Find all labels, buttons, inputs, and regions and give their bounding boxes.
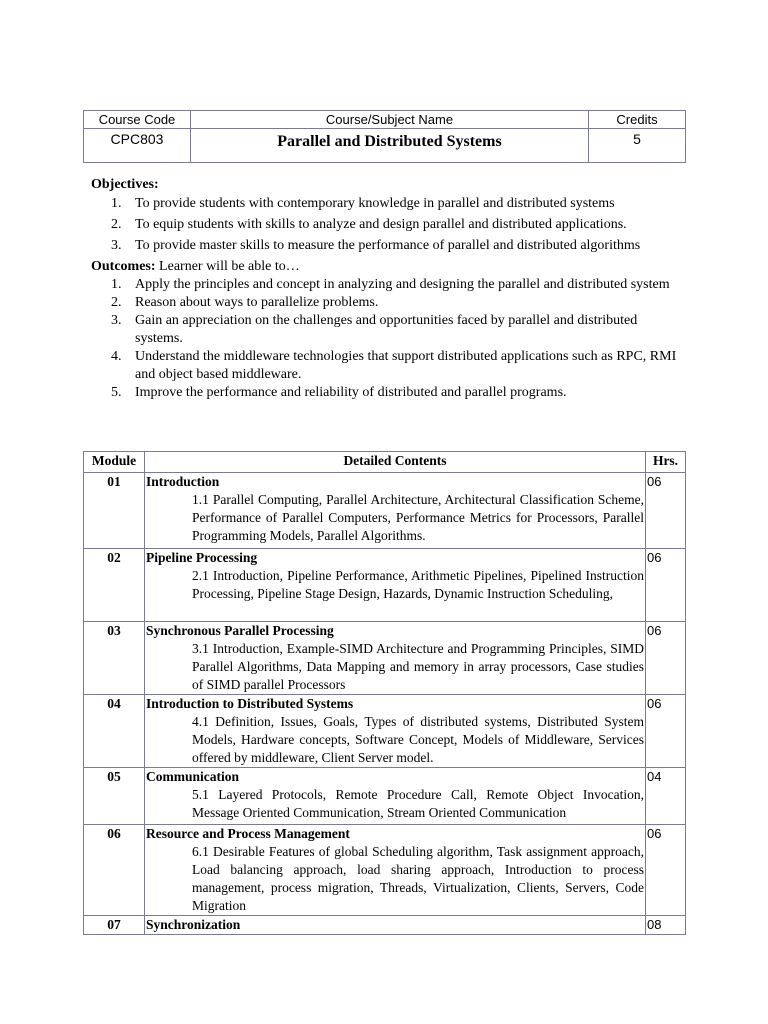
module-detail: 1.1 Parallel Computing, Parallel Architecture, Architectural Classification Scheme, Performance of Parallel Computers, Performance Metrics for Processors, Parallel Programming Models, Parallel Algorithms. — [192, 492, 644, 543]
module-contents — [145, 695, 646, 768]
module-title: Introduction — [146, 474, 220, 489]
module-header: Module — [84, 452, 145, 473]
module-title: Pipeline Processing — [146, 550, 258, 565]
course-code: CPC803 — [84, 129, 191, 163]
table-row — [84, 473, 686, 549]
outcomes-list — [91, 276, 681, 402]
list-item: 1. To provide students with contemporary knowledge in parallel and distributed systems — [111, 196, 615, 211]
outcomes-lead: Learner will be able to… — [155, 259, 300, 274]
module-contents — [145, 622, 646, 695]
module-title: Resource and Process Management — [146, 826, 350, 841]
module-number: 01 — [84, 473, 145, 549]
table-row — [84, 825, 686, 916]
table-row — [84, 695, 686, 768]
outcomes-heading — [91, 258, 681, 276]
module-detail: 2.1 Introduction, Pipeline Performance, Arithmetic Pipelines, Pipelined Instruction Processing, Pipeline Stage Design, Hazards, Dynamic Instruction Scheduling, — [192, 568, 644, 601]
hrs-header: Hrs. — [646, 452, 686, 473]
module-number: 04 — [84, 695, 145, 768]
module-number: 03 — [84, 622, 145, 695]
module-detail: 3.1 Introduction, Example-SIMD Architecture and Programming Principles, SIMD Parallel Algorithms, Data Mapping and memory in array processors, Case studies of SIMD parallel Processors — [192, 641, 644, 692]
objectives-title: Objectives: — [91, 177, 159, 192]
module-title: Synchronous Parallel Processing — [146, 623, 334, 638]
course-credits: 5 — [589, 129, 686, 163]
module-contents — [145, 549, 646, 622]
contents-header: Detailed Contents — [145, 452, 646, 473]
list-item: 1. Apply the principles and concept in analyzing and designing the parallel and distributed system — [111, 277, 670, 292]
module-contents — [145, 825, 646, 916]
module-detail: 6.1 Desirable Features of global Scheduling algorithm, Task assignment approach, Load balancing approach, load sharing approach, Introduction to process management, process migration, Threads, Virtualization, Clients, Servers, Code Migration — [192, 844, 644, 913]
list-item: 2. Reason about ways to parallelize problems. — [111, 295, 379, 310]
module-contents — [145, 768, 646, 825]
table-row — [84, 768, 686, 825]
module-hours: 06 — [646, 473, 686, 549]
list-item: 5. Improve the performance and reliability of distributed and parallel programs. — [111, 385, 567, 400]
module-title: Introduction to Distributed Systems — [146, 696, 354, 711]
module-hours: 04 — [646, 768, 686, 825]
table-row — [84, 549, 686, 622]
module-title: Synchronization — [146, 917, 241, 932]
module-detail: 4.1 Definition, Issues, Goals, Types of distributed systems, Distributed System Models, Hardware concepts, Software Concept, Models of Middleware, Services offered by middleware, Client Server model. — [192, 714, 644, 765]
module-contents — [145, 916, 646, 935]
module-hours: 06 — [646, 825, 686, 916]
module-hours: 08 — [646, 916, 686, 935]
module-title: Communication — [146, 769, 240, 784]
table-row — [84, 916, 686, 935]
objectives-list — [91, 195, 681, 255]
module-number: 05 — [84, 768, 145, 825]
list-item: 3. Gain an appreciation on the challenges and opportunities faced by parallel and distributed systems. — [111, 313, 638, 346]
module-contents — [145, 473, 646, 549]
list-item: 3. To provide master skills to measure the performance of parallel and distributed algorithms — [111, 238, 641, 253]
list-item: 4. Understand the middleware technologies that support distributed applications such as RPC, RMI and object based middleware. — [111, 349, 677, 382]
module-hours: 06 — [646, 549, 686, 622]
module-number: 02 — [84, 549, 145, 622]
module-hours: 06 — [646, 695, 686, 768]
module-number: 06 — [84, 825, 145, 916]
table-row — [84, 622, 686, 695]
module-detail: 5.1 Layered Protocols, Remote Procedure Call, Remote Object Invocation, Message Oriented Communication, Stream Oriented Communication — [192, 787, 644, 820]
course-code-header: Course Code — [84, 111, 191, 129]
outcomes-title: Outcomes: — [91, 259, 156, 274]
credits-header: Credits — [589, 111, 686, 129]
objectives-outcomes-section — [91, 176, 681, 402]
module-hours: 06 — [646, 622, 686, 695]
module-table — [83, 451, 686, 935]
module-number: 07 — [84, 916, 145, 935]
list-item: 2. To equip students with skills to analyze and design parallel and distributed applications. — [111, 217, 627, 232]
course-info-table — [83, 110, 686, 163]
course-name: Parallel and Distributed Systems — [191, 129, 589, 163]
course-name-header: Course/Subject Name — [191, 111, 589, 129]
